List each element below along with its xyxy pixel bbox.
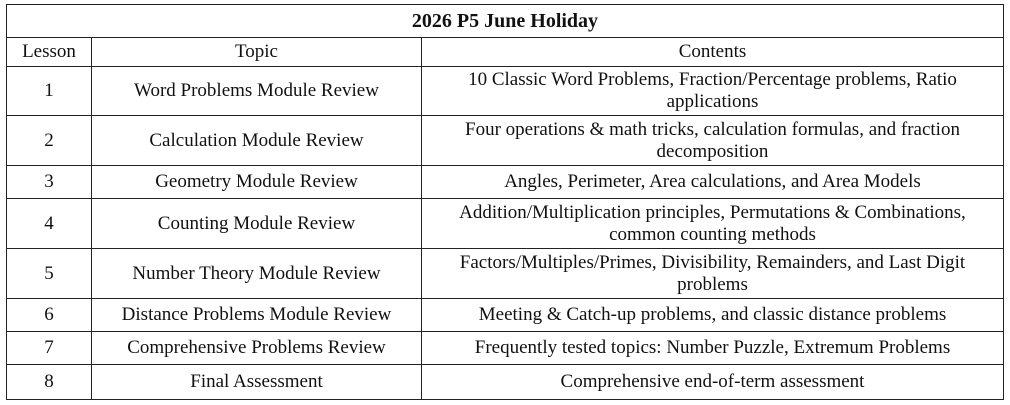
lesson-contents: Addition/Multiplication principles, Permutations & Combinations, common counting methods (422, 199, 1004, 249)
lesson-contents: Factors/Multiples/Primes, Divisibility, Remainders, and Last Digit problems (422, 249, 1004, 299)
header-topic: Topic (92, 37, 422, 66)
lesson-contents: 10 Classic Word Problems, Fraction/Percentage problems, Ratio applications (422, 66, 1004, 116)
lesson-number: 3 (7, 166, 92, 199)
lesson-number: 1 (7, 66, 92, 116)
table-row (7, 364, 1004, 399)
lesson-number: 7 (7, 331, 92, 364)
lesson-topic: Number Theory Module Review (92, 249, 422, 299)
table-row (7, 249, 1004, 299)
lesson-contents: Meeting & Catch-up problems, and classic distance problems (422, 299, 1004, 332)
lesson-topic: Calculation Module Review (92, 116, 422, 166)
lesson-number: 5 (7, 249, 92, 299)
table-row (7, 299, 1004, 332)
schedule-sheet (6, 4, 1004, 400)
lesson-number: 2 (7, 116, 92, 166)
lesson-topic: Comprehensive Problems Review (92, 331, 422, 364)
table-row (7, 331, 1004, 364)
header-row (7, 37, 1004, 66)
header-contents: Contents (422, 37, 1004, 66)
lesson-topic: Word Problems Module Review (92, 66, 422, 116)
lesson-topic: Final Assessment (92, 364, 422, 399)
table-row (7, 166, 1004, 199)
title-row (7, 5, 1004, 38)
lesson-contents: Comprehensive end-of-term assessment (422, 364, 1004, 399)
lesson-number: 4 (7, 199, 92, 249)
table-row (7, 199, 1004, 249)
table-row (7, 66, 1004, 116)
table-title: 2026 P5 June Holiday (7, 5, 1004, 38)
lesson-contents: Four operations & math tricks, calculation formulas, and fraction decomposition (422, 116, 1004, 166)
lesson-topic: Distance Problems Module Review (92, 299, 422, 332)
lesson-number: 6 (7, 299, 92, 332)
lesson-topic: Geometry Module Review (92, 166, 422, 199)
schedule-table (6, 4, 1004, 400)
header-lesson: Lesson (7, 37, 92, 66)
lesson-number: 8 (7, 364, 92, 399)
lesson-contents: Frequently tested topics: Number Puzzle, Extremum Problems (422, 331, 1004, 364)
lesson-contents: Angles, Perimeter, Area calculations, and Area Models (422, 166, 1004, 199)
table-row (7, 116, 1004, 166)
lesson-topic: Counting Module Review (92, 199, 422, 249)
